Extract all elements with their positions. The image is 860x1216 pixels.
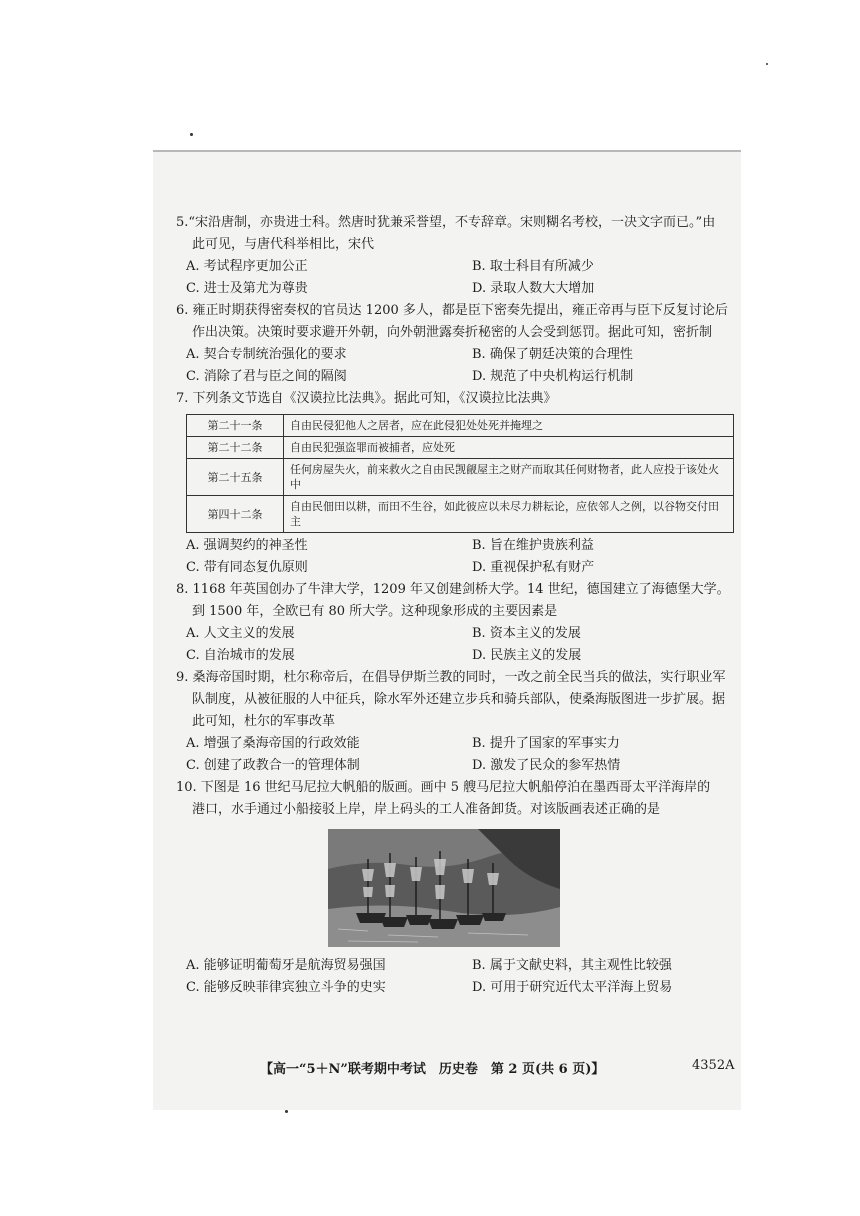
q7-option-d: D. 重视保护私有财产 [472, 560, 595, 575]
q8-option-a: A. 人文主义的发展 [186, 626, 295, 641]
article-text-cell: 任何房屋失火，前来救火之自由民觊觎屋主之财产而取其任何财物者，此人应投于该处火中 [284, 459, 734, 496]
q9-option-c: C. 创建了政教合一的管理体制 [186, 758, 360, 773]
scan-speck [190, 133, 193, 136]
page-top-edge [153, 150, 741, 152]
q7-option-b: B. 旨在维护贵族利益 [472, 538, 594, 553]
q8-options [176, 623, 736, 667]
q10-option-d: D. 可用于研究近代太平洋海上贸易 [472, 980, 673, 995]
question-8 [176, 579, 736, 667]
q7-stem: 7. 下列条文节选自《汉谟拉比法典》。据此可知，《汉谟拉比法典》 [176, 391, 557, 406]
question-10 [176, 777, 736, 999]
q10-stem-line2: 港口，水手通过小船接驳上岸，岸上码头的工人准备卸货。对该版画表述正确的是 [192, 802, 661, 817]
q6-option-d: D. 规范了中央机构运行机制 [472, 369, 634, 384]
galleon-engraving-svg [328, 829, 560, 947]
q5-option-d: D. 录取人数大大增加 [472, 281, 595, 296]
table-row [187, 437, 734, 459]
q5-option-c: C. 进士及第尤为尊贵 [186, 281, 308, 296]
q7-options [176, 535, 736, 579]
q7-option-a: A. 强调契约的神圣性 [186, 538, 308, 553]
scan-speck [285, 1110, 288, 1113]
question-6 [176, 300, 736, 388]
q6-option-a: A. 契合专制统治强化的要求 [186, 347, 347, 362]
article-text-cell: 自由民佃田以耕，而田不生谷，如此彼应以未尽力耕耘论，应依邻人之例，以谷物交付田主 [284, 496, 734, 533]
q5-stem-line2: 此可见，与唐代科举相比，宋代 [192, 237, 375, 252]
q8-option-b: B. 资本主义的发展 [472, 626, 581, 641]
article-text-cell: 自由民犯强盗罪而被捕者，应处死 [284, 437, 734, 459]
q6-option-b: B. 确保了朝廷决策的合理性 [472, 347, 633, 362]
article-cell: 第二十二条 [187, 437, 284, 459]
question-9 [176, 667, 736, 777]
q10-stem-line1: 10. 下图是 16 世纪马尼拉大帆船的版画。画中 5 艘马尼拉大帆船停泊在墨西哥太平洋海岸的 [176, 780, 711, 795]
law-table [186, 414, 734, 533]
q9-options [176, 733, 736, 777]
q9-option-d: D. 激发了民众的参军热情 [472, 758, 621, 773]
q10-option-a: A. 能够证明葡萄牙是航海贸易强国 [186, 958, 386, 973]
q9-stem-line2: 队制度，从被征服的人中征兵，除水军外还建立步兵和骑兵部队，使桑海版图进一步扩展。据 [192, 692, 726, 707]
table-row [187, 459, 734, 496]
q6-stem-line1: 6. 雍正时期获得密奏权的官员达 1200 多人，都是臣下密奏先提出，雍正帝再与臣下反复讨论后 [176, 303, 728, 318]
q10-option-b: B. 属于文献史料，其主观性比较强 [472, 958, 672, 973]
q7-option-c: C. 带有同态复仇原则 [186, 560, 308, 575]
q8-stem-line1: 8. 1168 年英国创办了牛津大学，1209 年又创建剑桥大学。14 世纪，德国建立了海德堡大学。 [176, 582, 730, 597]
footer-title: 【高一“5＋N”联考期中考试 历史卷 第 2 页(共 6 页)】 [260, 1062, 605, 1077]
q9-option-a: A. 增强了桑海帝国的行政效能 [186, 736, 360, 751]
questions-area [176, 212, 736, 999]
q9-stem-line3: 此可知，杜尔的军事改革 [192, 714, 336, 729]
q10-options [176, 955, 736, 999]
table-row [187, 415, 734, 437]
question-7 [176, 388, 736, 579]
q10-option-c: C. 能够反映菲律宾独立斗争的史实 [186, 980, 386, 995]
q8-option-c: C. 自治城市的发展 [186, 648, 295, 663]
q6-options [176, 344, 736, 388]
table-row [187, 496, 734, 533]
q8-option-d: D. 民族主义的发展 [472, 648, 582, 663]
article-text-cell: 自由民侵犯他人之居者，应在此侵犯处处死并掩埋之 [284, 415, 734, 437]
q9-option-b: B. 提升了国家的军事实力 [472, 736, 620, 751]
q9-stem-line1: 9. 桑海帝国时期，杜尔称帝后，在倡导伊斯兰教的同时，一改之前全民当兵的做法，实行职业军 [176, 670, 726, 685]
article-cell: 第二十五条 [187, 459, 284, 496]
q6-stem-line2: 作出决策。决策时要求避开外朝，向外朝泄露奏折秘密的人会受到惩罚。据此可知，密折制 [192, 325, 713, 340]
q5-option-a: A. 考试程序更加公正 [186, 259, 308, 274]
footer-code: 4352A [692, 1058, 735, 1073]
page-footer [260, 1058, 740, 1077]
question-5 [176, 212, 736, 300]
scan-speck [766, 63, 768, 65]
q5-stem-line1: 5.“宋沿唐制，亦贵进士科。然唐时犹兼采誉望，不专辞章。宋则糊名考校，一决文字而已。”由 [176, 215, 716, 230]
galleon-engraving-image [328, 829, 560, 947]
article-cell: 第四十二条 [187, 496, 284, 533]
q6-option-c: C. 消除了君与臣之间的隔阂 [186, 369, 347, 384]
q5-option-b: B. 取士科目有所减少 [472, 259, 594, 274]
q8-stem-line2: 到 1500 年，全欧已有 80 所大学。这种现象形成的主要因素是 [192, 604, 558, 619]
q5-options [176, 256, 736, 300]
article-cell: 第二十一条 [187, 415, 284, 437]
